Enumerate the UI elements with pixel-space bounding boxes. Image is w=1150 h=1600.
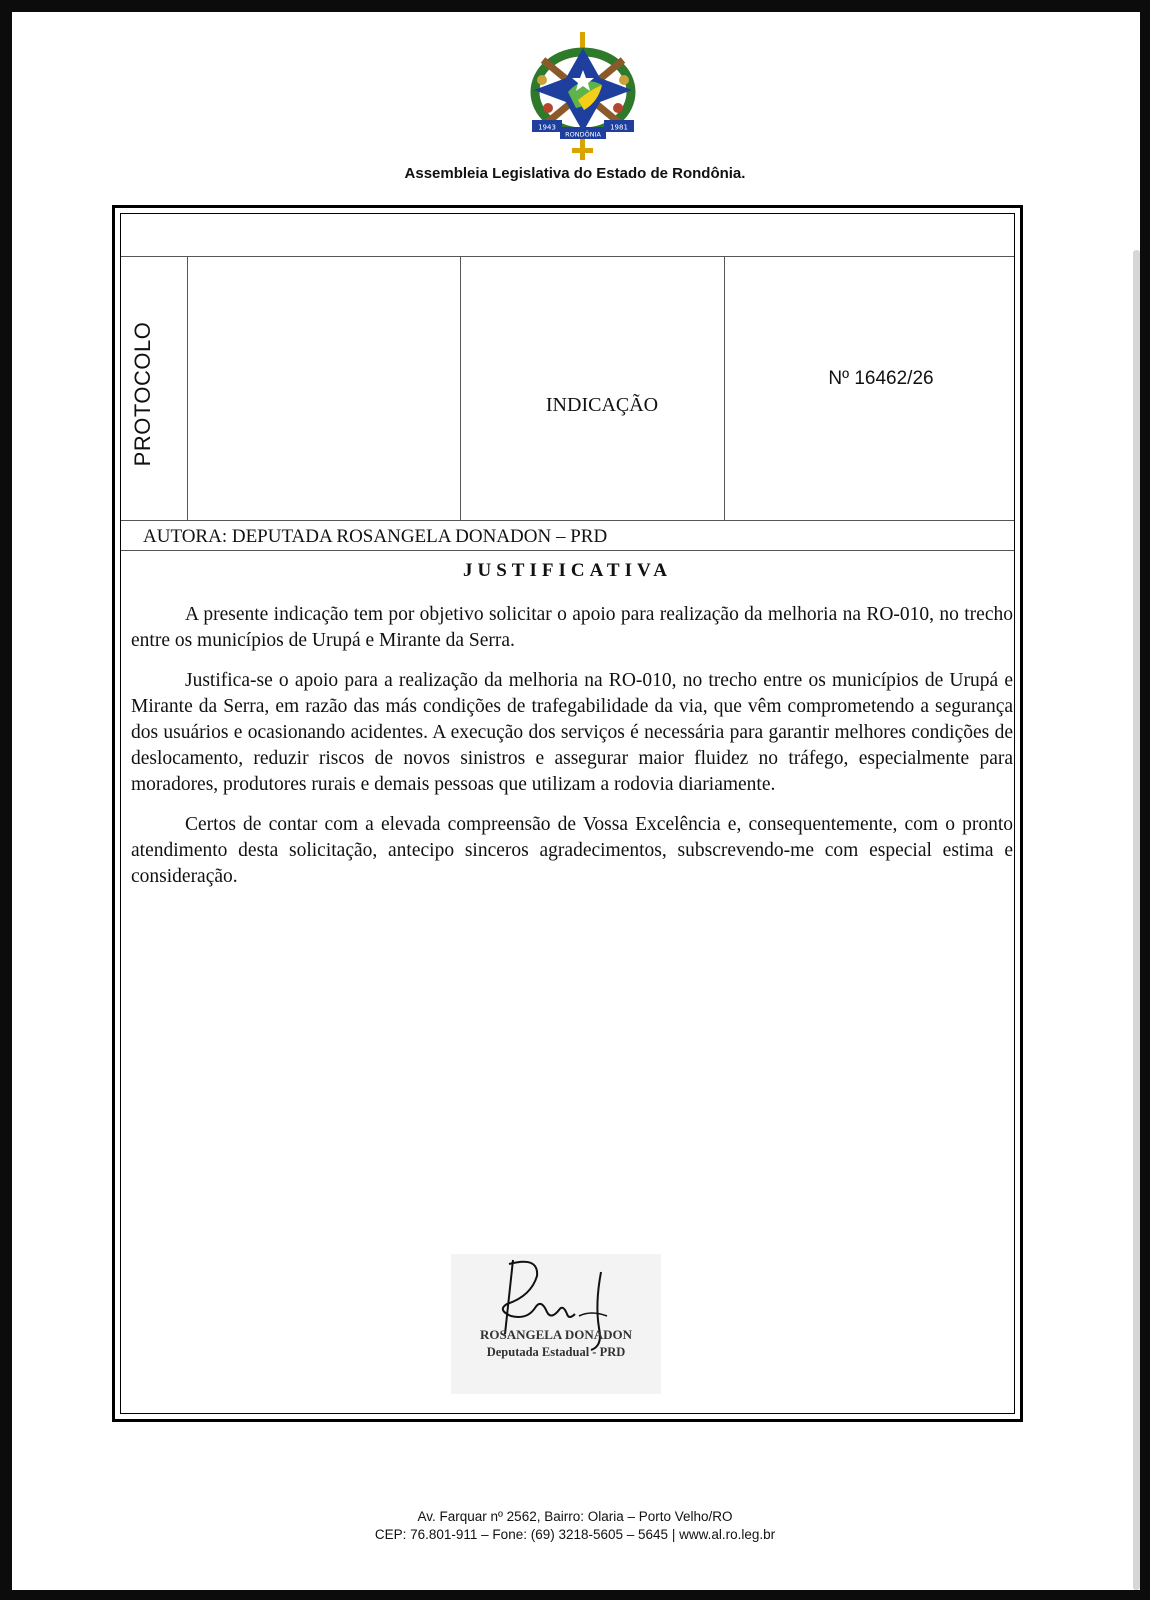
signature-name: ROSANGELA DONADON <box>479 1327 633 1342</box>
signature-block <box>451 1254 661 1394</box>
seal-year-right: 1981 <box>610 123 628 132</box>
paragraph-3: Certos de contar com a elevada compreensão de Vossa Excelência e, consequentemente, com o pronto atendimento desta solicitação, antecipo sinceros agradecimentos, subscrevendo-me com especial estima e consideração. <box>131 814 1013 887</box>
footer-contact: CEP: 76.801-911 – Fone: (69) 3218-5605 – 5645 | www.al.ro.leg.br <box>374 1527 776 1542</box>
handwritten-signature-icon <box>451 1254 661 1394</box>
screen-frame-left <box>0 0 12 1600</box>
author-row-divider <box>121 550 1014 551</box>
paragraph-1: A presente indicação tem por objetivo solicitar o apoio para realização da melhoria na RO-010, no trecho entre os municípios de Urupá e Mirante da Serra. <box>131 604 1013 651</box>
protocol-row-divider <box>121 520 1014 521</box>
institution-name: Assembleia Legislativa do Estado de Rondônia. <box>404 165 746 182</box>
seal-banner-text: RONDÔNIA <box>565 130 601 139</box>
document-number: Nº 16462/26 <box>828 368 934 389</box>
document-inner-frame <box>120 213 1015 1414</box>
seal-year-left: 1943 <box>538 123 556 132</box>
signature-role: Deputada Estadual - PRD <box>486 1345 626 1359</box>
document-frame <box>112 205 1023 1422</box>
document-type: INDICAÇÃO <box>545 394 659 416</box>
type-cell-divider <box>724 256 725 520</box>
header-row-divider <box>121 256 1014 257</box>
paragraph-2: Justifica-se o apoio para a realização da melhoria na RO-010, no trecho entre os municípios de Urupá e Mirante da Serra, em razão das más condições de trafegabilidade da via, que vêm comprometendo a segurança dos usuários e ocasionando acidentes. A execução dos serviços é necessária para garantir melhores condições de deslocamento, reduzir riscos de novos sinistros e assegurar maior fluidez no tráfego, especialmente para moradores, produtores rurais e demais pessoas que utilizam a rodovia diariamente. <box>131 670 1013 795</box>
screen-frame-right <box>1140 0 1150 1600</box>
screen-frame-bottom <box>0 1590 1150 1600</box>
blank-cell-divider <box>460 256 461 520</box>
protocol-label: PROTOCOLO <box>130 321 155 467</box>
protocol-cell-divider <box>187 256 188 520</box>
document-author: AUTORA: DEPUTADA ROSANGELA DONADON – PRD <box>143 526 608 547</box>
justification-text <box>131 602 1013 904</box>
screen-frame-top <box>0 0 1150 12</box>
vertical-scrollbar[interactable] <box>1133 250 1140 1590</box>
state-seal-icon <box>528 30 638 166</box>
section-title: JUSTIFICATIVA <box>463 560 672 581</box>
footer-address: Av. Farquar nº 2562, Bairro: Olaria – Porto Velho/RO <box>417 1509 733 1524</box>
